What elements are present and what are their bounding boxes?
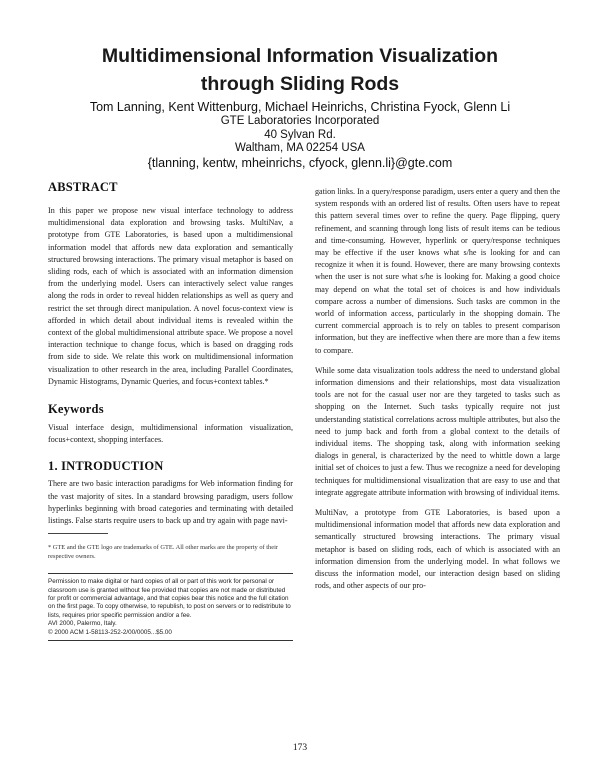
author-emails: {tlanning, kentw, mheinrichs, cfyock, glenn.li}@gte.com	[147, 155, 453, 170]
right-paragraph-3: MultiNav, a prototype from GTE Laboratories, is based upon a multidimensional information model that affords new data exploration and semantically structured browsing interactions. The primary visual metaphor is based on sliding rods, each of which is associated with an information dimension from the underlying model. In what follows we discuss the information model, our interaction design based on sliding rods, and other aspects of our pro-	[315, 508, 560, 591]
author-organization: GTE Laboratories Incorporated	[220, 115, 380, 127]
right-column	[315, 186, 560, 593]
keywords-text: Visual interface design, multidimensional information visualization, focus+context, shopping interfaces.	[48, 423, 293, 445]
footnote-rule	[48, 533, 108, 534]
keywords-heading: Keywords	[48, 402, 104, 417]
author-street: 40 Sylvan Rd.	[264, 128, 336, 141]
left-column	[48, 180, 293, 641]
right-paragraph-2: While some data visualization tools address the need to understand global information dimensions and their relationships, most data visualization tools are not for the casual user nor are they targeted to tasks such as shopping on the Internet. Such tasks typically require not just understanding statistical correlations across multiple attributes, but also the need to jump back and forth from a global context to the details of individual items. The shopping task, along with information seeking dialogs in general, is characterized by the need to whittle down a large initial set of choices to just a few. Thus we recognize a need for developing techniques for multidimensional visualization that are easy to use and that integrate aggregate attribute information with browsing of individual items.	[315, 365, 560, 497]
right-paragraph-1: gation links. In a query/response paradigm, users enter a query and then the system responds with an ordered list of results. Often users have to repeat this pattern several times over to refine the query. Page flipping, query refinement, and scanning through long lists of result items can be tedious and time-consuming. However, hyperlink or query/response techniques may be effective if the user knows what s/he is looking for and can recognize it when it is found. However, there are many browsing contexts when the user is not sure what s/he is looking for. Making a good choice may depend on what the total set of choices is and how individuals compare across a number of dimensions. Such tasks are common in the world of information access, particularly in the shopping domain. The current commercial approach is to rely on tables to present comparison information, but they are ineffective when there are more than a few items to compare.	[315, 187, 560, 355]
permission-box	[48, 573, 293, 641]
page-number: 173	[292, 743, 308, 753]
introduction-text: There are two basic interaction paradigms for Web information finding for the vast majority of sites. In a standard browsing paradigm, users follow hyperlinks beginning with broad categories and terminating with detailed listings. False starts require users to back up and try again with page navi-	[48, 479, 293, 526]
title-line-2: through Sliding Rods	[200, 73, 400, 95]
permission-venue: AVI 2000, Palermo, Italy.	[48, 620, 117, 628]
abstract-heading: ABSTRACT	[48, 180, 118, 194]
paper-title	[40, 42, 560, 98]
trademark-footnote: * GTE and the GTE logo are trademarks of GTE. All other marks are the property of their respective owners.	[48, 544, 278, 560]
author-city: Waltham, MA 02254 USA	[235, 142, 365, 154]
author-block	[40, 100, 560, 171]
title-line-1: Multidimensional Information Visualization	[101, 45, 499, 67]
author-names: Tom Lanning, Kent Wittenburg, Michael Heinrichs, Christina Fyock, Glenn Li	[89, 100, 511, 114]
permission-text: Permission to make digital or hard copies of all or part of this work for personal or classroom use is granted without fee provided that copies are not made or distributed for profit or commercial advantage, and that copies bear this notice and the full citation on the first page. To copy otherwise, to republish, to post on servers or to redistribute to lists, requires prior specific permission and/or a fee.	[48, 578, 291, 619]
introduction-heading: 1. INTRODUCTION	[48, 459, 164, 474]
abstract-text: In this paper we propose new visual interface technology to address multidimensional data exploration and browsing tasks. MultiNav, a prototype from GTE Laboratories, is based upon a multidimensional information model that affords new data exploration and semantically structured browsing interactions. The primary visual metaphor is based on sliding rods, each of which is associated with an information dimension from the underlying model. Users can interactively select value ranges along the rods in order to reveal hidden relationships as well as query and restrict the set through direct manipulation. A novel focus-context view is afforded in which detail about individual items is revealed within the context of the global multidimensional attribute space. We propose a novel interaction technique to change focus, which is based on dragging rods from side to side. We relate this work on multidimensional information visualization to other research in the area, including Parallel Coordinates, Dynamic Histograms, Dynamic Queries, and focus+context tables.*	[48, 206, 293, 386]
permission-copyright: © 2000 ACM 1-58113-252-2/00/0005...$5.00	[48, 628, 172, 636]
